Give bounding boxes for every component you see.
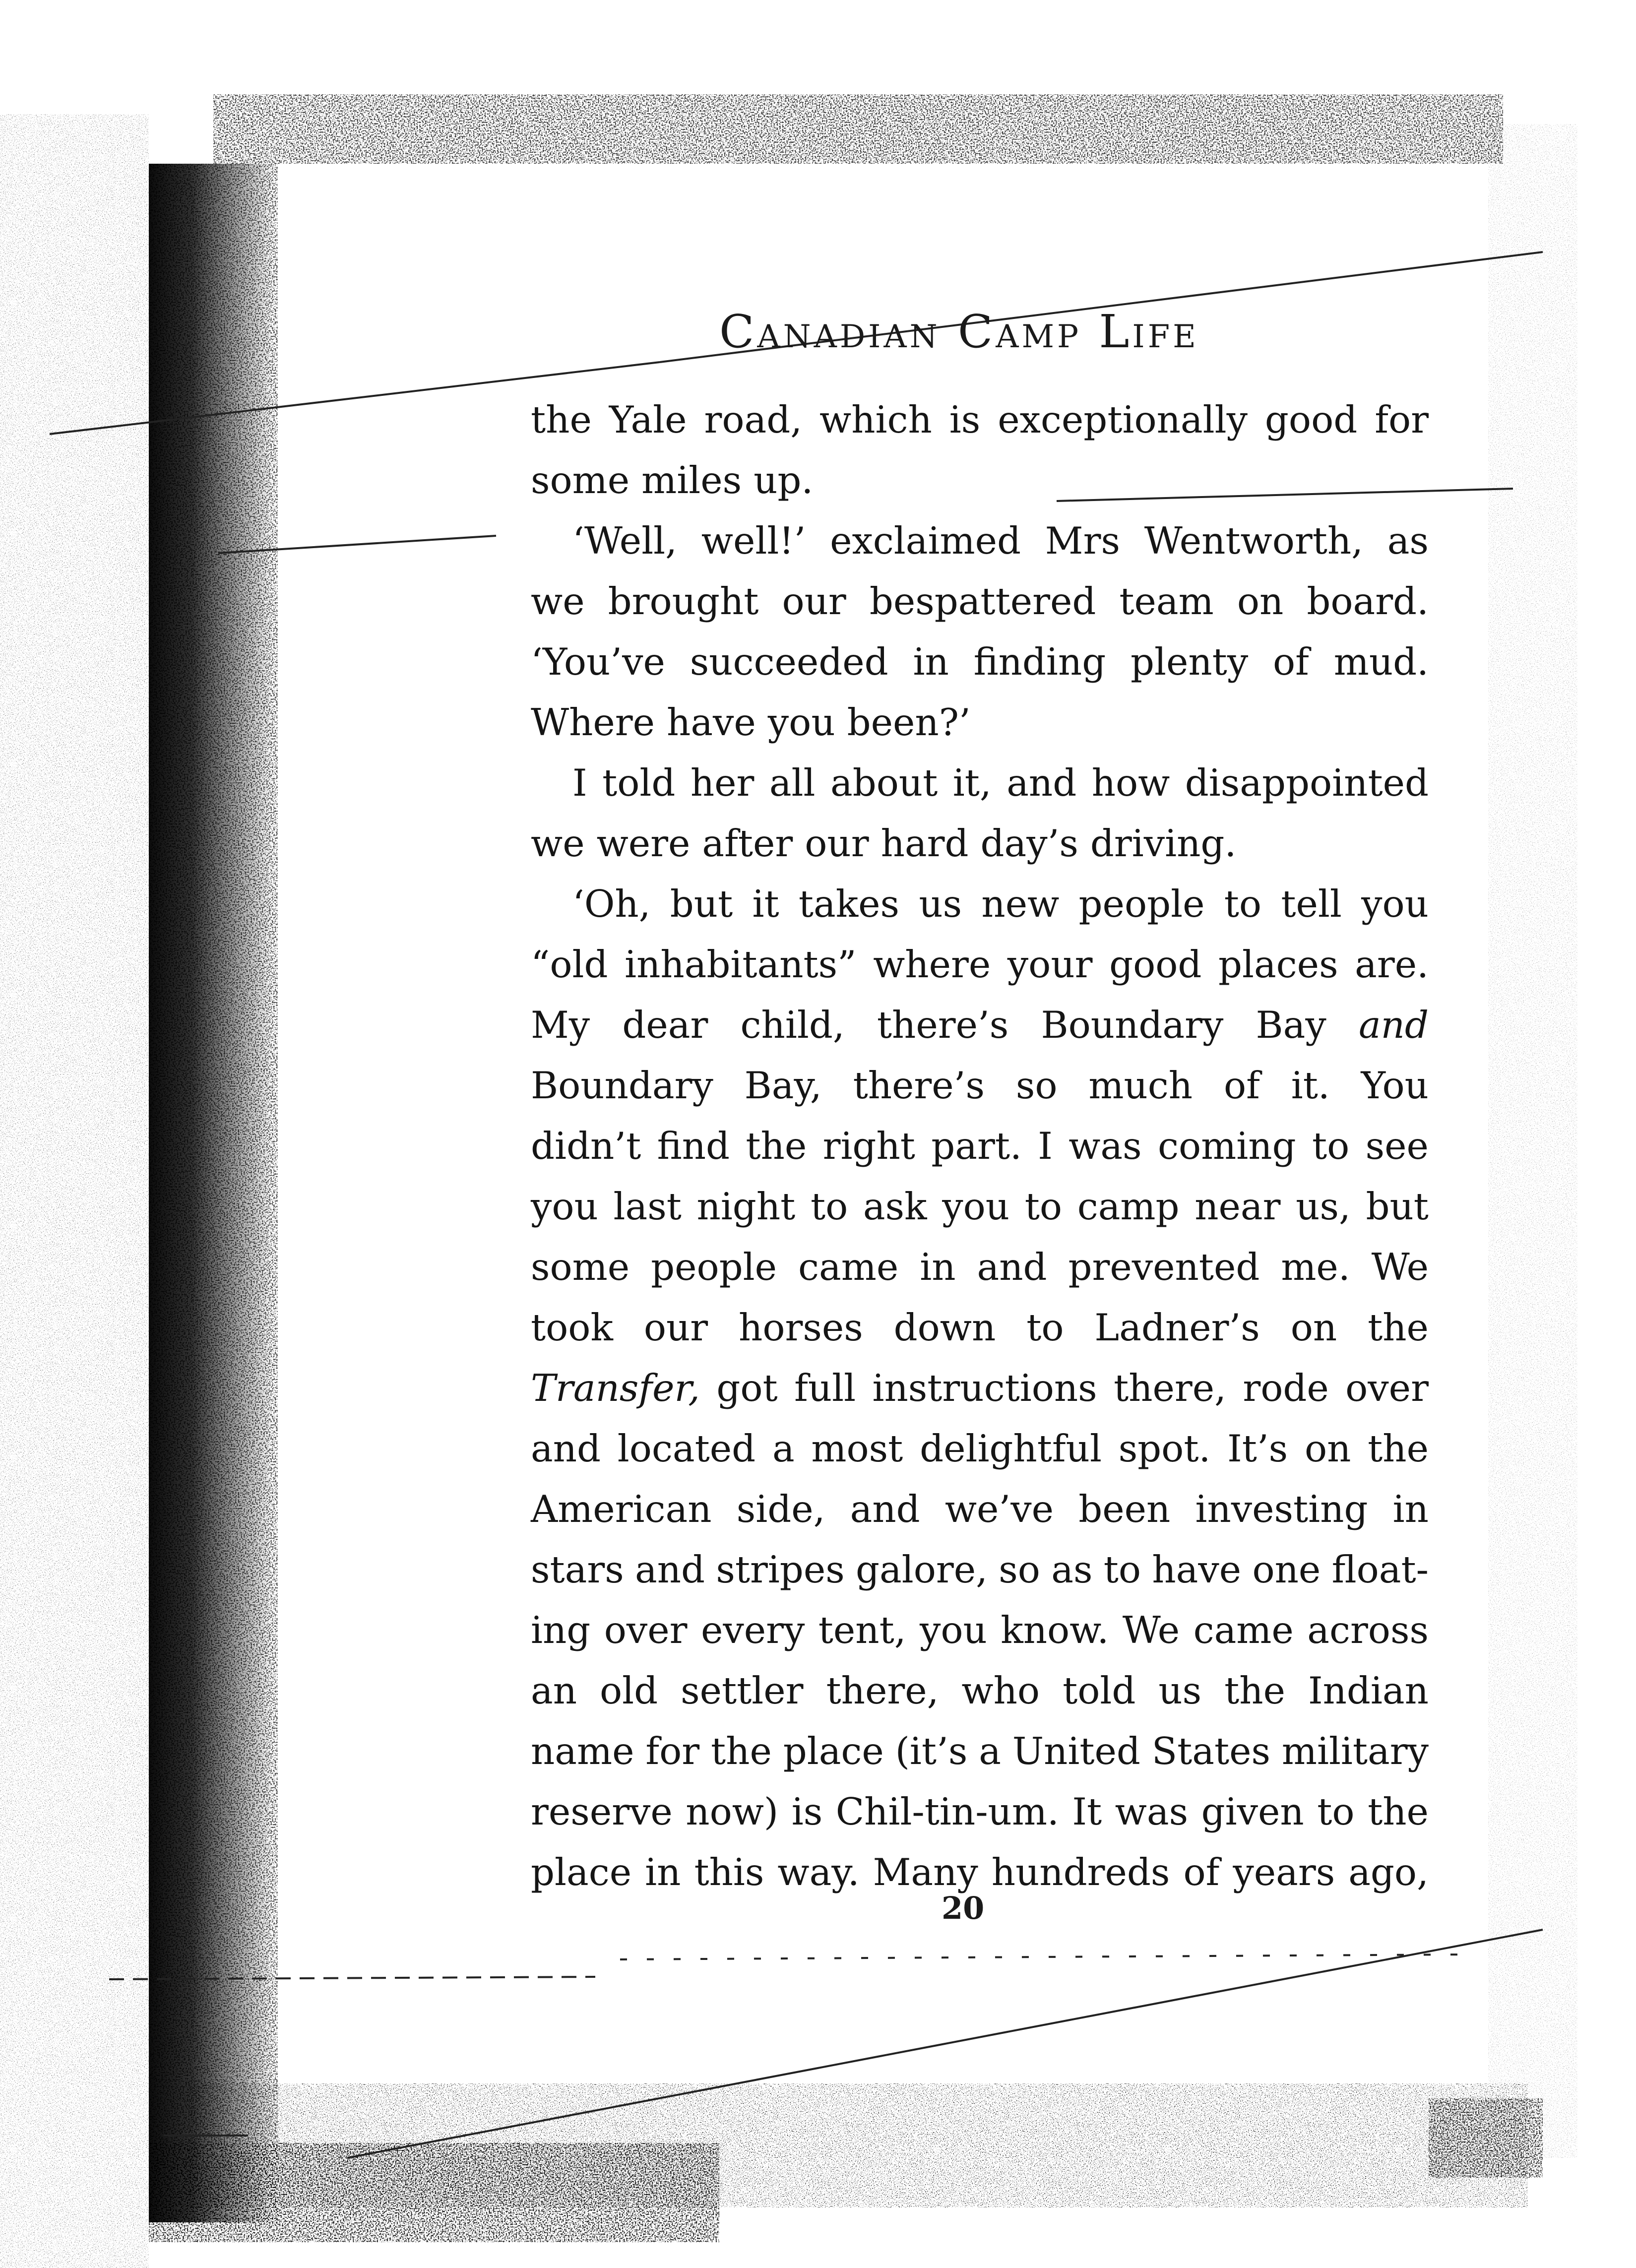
running-head: Canadian Camp Life xyxy=(719,305,1199,358)
word: Wentworth, xyxy=(1144,519,1364,563)
text-line xyxy=(531,874,1429,934)
word: and xyxy=(531,1427,601,1470)
text-line xyxy=(531,1418,1429,1479)
word: but xyxy=(670,882,733,926)
text-line xyxy=(531,1297,1429,1358)
word: us xyxy=(1158,1669,1202,1712)
word: in xyxy=(1392,1487,1429,1531)
word: how xyxy=(1091,761,1170,805)
word: and xyxy=(1007,761,1077,805)
word: in xyxy=(920,1245,956,1289)
word: we xyxy=(531,579,585,623)
word: stripes xyxy=(716,1548,845,1591)
text-line xyxy=(531,1116,1429,1176)
word: about xyxy=(830,761,938,805)
word: side, xyxy=(736,1487,825,1531)
word: came xyxy=(798,1245,899,1289)
word: United xyxy=(1012,1729,1140,1773)
word: camp xyxy=(1077,1185,1180,1228)
word: some xyxy=(531,1245,630,1289)
word: stars xyxy=(531,1548,624,1591)
word: you xyxy=(942,1185,1010,1228)
word: and xyxy=(635,1548,705,1591)
word: hard xyxy=(881,821,969,865)
word: ‘Oh, xyxy=(572,882,651,926)
word: (it’s xyxy=(895,1729,968,1773)
word: team xyxy=(1119,579,1214,623)
word: years xyxy=(1233,1850,1335,1894)
word: ing xyxy=(531,1608,591,1652)
text-line xyxy=(531,1539,1429,1600)
word: Ladner’s xyxy=(1094,1306,1260,1349)
word: mud. xyxy=(1333,640,1429,684)
word: so xyxy=(999,1548,1040,1591)
word: there’s xyxy=(877,1003,1009,1047)
word: Boundary xyxy=(531,1064,713,1107)
word: It’s xyxy=(1227,1427,1288,1470)
word: reserve xyxy=(531,1790,673,1833)
word: been?’ xyxy=(847,700,971,744)
word: is xyxy=(949,398,981,441)
word: on xyxy=(1290,1306,1337,1349)
word: Bay, xyxy=(744,1064,822,1107)
word: as xyxy=(1387,519,1429,563)
word: takes xyxy=(798,882,900,926)
word: My xyxy=(531,1003,590,1047)
word: place xyxy=(783,1729,884,1773)
word: Boundary xyxy=(1041,1003,1224,1047)
text-line xyxy=(531,1660,1429,1721)
word: I xyxy=(572,761,587,805)
word: road, xyxy=(704,398,803,441)
word: but xyxy=(1366,1185,1429,1228)
word: finding xyxy=(973,640,1106,684)
word: the xyxy=(711,1729,772,1773)
word: galore, xyxy=(856,1548,988,1591)
word: where xyxy=(873,943,991,986)
word: up. xyxy=(754,458,814,502)
word: night xyxy=(696,1185,796,1228)
word: so xyxy=(1015,1064,1058,1107)
word: you xyxy=(767,700,835,744)
word: bespattered xyxy=(869,579,1096,623)
word: We xyxy=(1371,1245,1429,1289)
word: exclaimed xyxy=(830,519,1021,563)
word: a xyxy=(772,1427,795,1470)
word: one xyxy=(1252,1548,1321,1591)
word: Indian xyxy=(1308,1669,1429,1712)
word: It xyxy=(1072,1790,1102,1833)
word: as xyxy=(1051,1548,1093,1591)
word: find xyxy=(657,1124,730,1168)
word: have xyxy=(1152,1548,1242,1591)
word: Chil-tin-um. xyxy=(835,1790,1059,1833)
word: told xyxy=(1063,1669,1136,1712)
word: name xyxy=(531,1729,634,1773)
word: the xyxy=(1368,1427,1429,1470)
word: board. xyxy=(1307,579,1429,623)
word: given xyxy=(1201,1790,1304,1833)
word: inhabitants” xyxy=(625,943,857,986)
text-line xyxy=(531,1781,1429,1842)
text-line xyxy=(531,692,1429,753)
word: ‘You’ve xyxy=(531,640,665,684)
word: our xyxy=(805,821,869,865)
word: some xyxy=(531,458,630,502)
word: the xyxy=(746,1124,807,1168)
word: Many xyxy=(873,1850,978,1894)
word: for xyxy=(1375,398,1429,441)
word: people xyxy=(651,1245,777,1289)
word: and xyxy=(977,1245,1047,1289)
word: delightful xyxy=(920,1427,1102,1470)
word: people xyxy=(1078,882,1205,926)
word: you xyxy=(531,1185,598,1228)
word: for xyxy=(645,1729,700,1773)
word: the xyxy=(1368,1306,1429,1349)
word: was xyxy=(1115,1790,1189,1833)
word: to xyxy=(1317,1790,1355,1833)
word: to xyxy=(1312,1124,1350,1168)
word: Mrs xyxy=(1045,519,1120,563)
body-text xyxy=(531,389,1429,1902)
word: military xyxy=(1281,1729,1429,1773)
word: didn’t xyxy=(531,1124,641,1168)
word: prevented xyxy=(1068,1245,1260,1289)
word: coming xyxy=(1158,1124,1296,1168)
word: which xyxy=(819,398,932,441)
word: were xyxy=(596,821,691,865)
word: part. xyxy=(931,1124,1022,1168)
word: way. xyxy=(777,1850,860,1894)
word: came xyxy=(1193,1608,1294,1652)
word: Transfer, xyxy=(531,1366,700,1410)
word: investing xyxy=(1195,1487,1368,1531)
word: to xyxy=(1024,1185,1063,1228)
text-line xyxy=(531,1055,1429,1116)
word: to xyxy=(1026,1306,1064,1349)
word: ago, xyxy=(1348,1850,1429,1894)
word: an xyxy=(531,1669,577,1712)
text-line xyxy=(531,631,1429,692)
word: me. xyxy=(1281,1245,1350,1289)
word: in xyxy=(913,640,949,684)
word: plenty xyxy=(1131,640,1249,684)
word: most xyxy=(811,1427,903,1470)
word: you xyxy=(1361,882,1429,926)
word: to xyxy=(1103,1548,1141,1591)
text-line xyxy=(531,995,1429,1055)
word: of xyxy=(1223,1064,1260,1107)
word: it, xyxy=(952,761,992,805)
word: after xyxy=(702,821,793,865)
word: rode xyxy=(1243,1366,1329,1410)
word: of xyxy=(1273,640,1309,684)
word: instructions xyxy=(872,1366,1097,1410)
word: place xyxy=(531,1850,632,1894)
word: you xyxy=(920,1608,987,1652)
word: took xyxy=(531,1306,613,1349)
word: is xyxy=(791,1790,823,1833)
word: been xyxy=(1078,1487,1171,1531)
word: Yale xyxy=(609,398,687,441)
word: the xyxy=(531,398,592,441)
word: in xyxy=(645,1850,681,1894)
word: spot. xyxy=(1118,1427,1211,1470)
word: You xyxy=(1361,1064,1429,1107)
word: know. xyxy=(1001,1608,1109,1652)
text-line xyxy=(531,510,1429,571)
word: on xyxy=(1304,1427,1351,1470)
page-number: 20 xyxy=(942,1890,985,1926)
word: succeeded xyxy=(690,640,888,684)
word: tell xyxy=(1281,882,1342,926)
text-line xyxy=(531,1237,1429,1297)
word: down xyxy=(893,1306,996,1349)
word: us, xyxy=(1296,1185,1351,1228)
word: your xyxy=(1007,943,1093,986)
word: new xyxy=(981,882,1060,926)
word: there, xyxy=(1114,1366,1226,1410)
word: I xyxy=(1038,1124,1053,1168)
word: us xyxy=(919,882,962,926)
word: told xyxy=(602,761,676,805)
word: well!’ xyxy=(701,519,806,563)
word: day’s xyxy=(980,821,1078,865)
text-line xyxy=(531,934,1429,995)
word: places xyxy=(1218,943,1338,986)
word: “old xyxy=(531,943,608,986)
word: across xyxy=(1307,1608,1429,1652)
word: there’s xyxy=(853,1064,985,1107)
word: much xyxy=(1088,1064,1193,1107)
word: States xyxy=(1151,1729,1270,1773)
word: near xyxy=(1195,1185,1281,1228)
word: settler xyxy=(681,1669,804,1712)
word: our xyxy=(643,1306,708,1349)
word: all xyxy=(769,761,816,805)
word: a xyxy=(979,1729,1001,1773)
word: there, xyxy=(826,1669,939,1712)
word: Where xyxy=(531,700,655,744)
word: American xyxy=(531,1487,712,1531)
word: disappointed xyxy=(1185,761,1429,805)
text-line xyxy=(531,571,1429,631)
word: and xyxy=(850,1487,920,1531)
word: it xyxy=(752,882,779,926)
word: on xyxy=(1237,579,1284,623)
word: right xyxy=(822,1124,915,1168)
word: the xyxy=(1224,1669,1285,1712)
word: of xyxy=(1183,1850,1220,1894)
word: to xyxy=(810,1185,848,1228)
word: child, xyxy=(740,1003,845,1047)
word: hundreds xyxy=(991,1850,1170,1894)
word: good xyxy=(1264,398,1358,441)
word: it. xyxy=(1291,1064,1330,1107)
text-line xyxy=(531,1358,1429,1418)
word: Bay xyxy=(1256,1003,1326,1047)
word: tent, xyxy=(818,1608,906,1652)
text-line xyxy=(531,1479,1429,1539)
word: horses xyxy=(739,1306,863,1349)
word: over xyxy=(604,1608,688,1652)
word: we’ve xyxy=(944,1487,1054,1531)
word: good xyxy=(1109,943,1202,986)
word: we xyxy=(531,821,585,865)
word: every xyxy=(700,1608,805,1652)
word: located xyxy=(617,1427,756,1470)
word: miles xyxy=(641,458,742,502)
word: this xyxy=(694,1850,764,1894)
word: the xyxy=(1368,1790,1429,1833)
word: to xyxy=(1224,882,1262,926)
text-line xyxy=(531,813,1429,874)
word: got xyxy=(716,1366,778,1410)
word: who xyxy=(961,1669,1040,1712)
text-line xyxy=(531,389,1429,450)
word: have xyxy=(667,700,756,744)
word: exceptionally xyxy=(998,398,1248,441)
text-line xyxy=(531,753,1429,813)
word: and xyxy=(1358,1003,1429,1047)
word: old xyxy=(600,1669,658,1712)
text-line xyxy=(531,1721,1429,1781)
word: now) xyxy=(686,1790,779,1833)
word: our xyxy=(782,579,846,623)
text-line xyxy=(531,1176,1429,1237)
word: her xyxy=(690,761,755,805)
word: was xyxy=(1069,1124,1142,1168)
word: float- xyxy=(1331,1548,1429,1591)
text-line xyxy=(531,450,1429,510)
word: over xyxy=(1345,1366,1429,1410)
word: dear xyxy=(622,1003,708,1047)
word: brought xyxy=(608,579,759,623)
word: driving. xyxy=(1090,821,1237,865)
text-line xyxy=(531,1600,1429,1660)
word: ‘Well, xyxy=(572,519,678,563)
word: We xyxy=(1122,1608,1180,1652)
word: are. xyxy=(1355,943,1429,986)
word: ask xyxy=(863,1185,927,1228)
word: see xyxy=(1365,1124,1429,1168)
word: full xyxy=(794,1366,856,1410)
word: last xyxy=(613,1185,682,1228)
